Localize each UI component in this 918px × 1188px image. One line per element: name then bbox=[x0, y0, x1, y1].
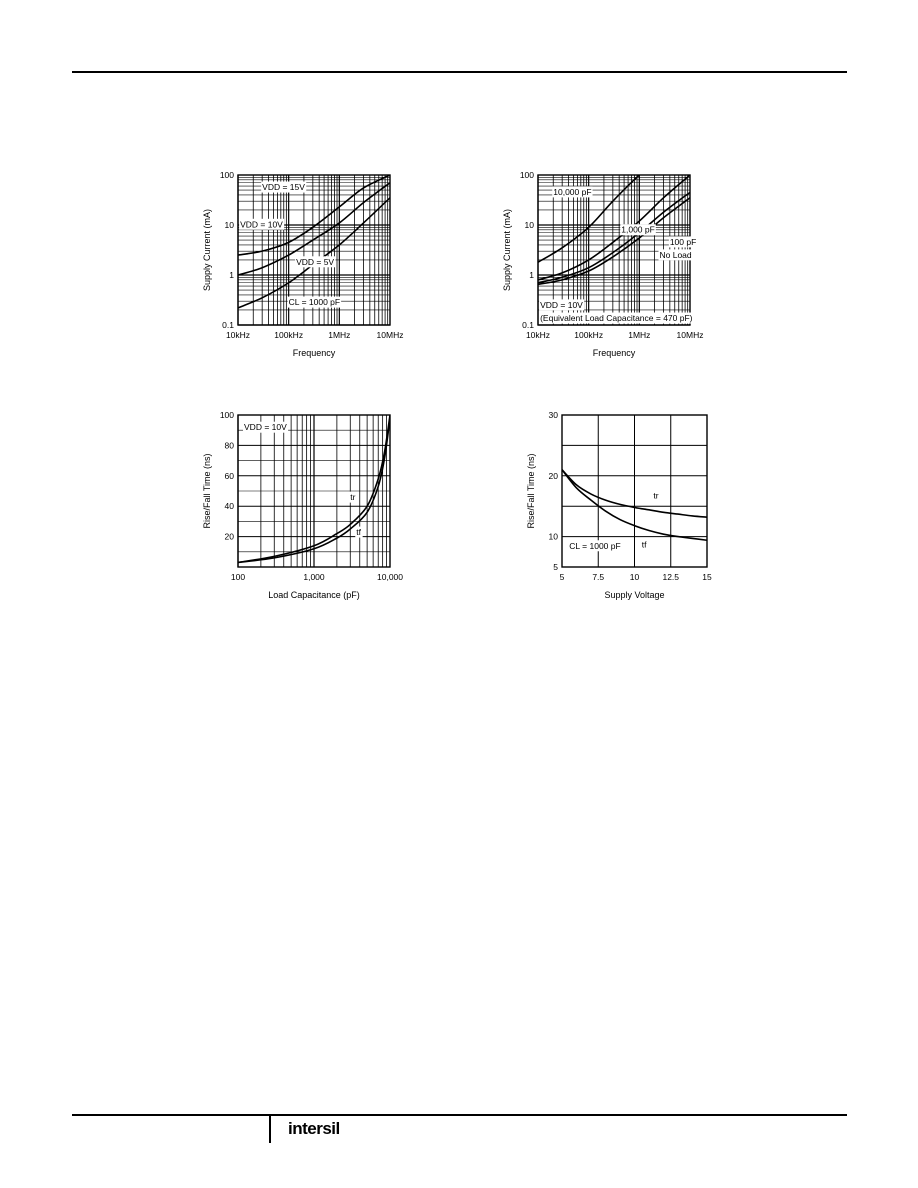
x-tick-label: 10kHz bbox=[525, 330, 551, 340]
y-tick-label: 100 bbox=[219, 410, 234, 420]
y-tick-label: 80 bbox=[224, 440, 234, 451]
y-tick-label: 0.1 bbox=[222, 320, 234, 330]
annotation: tr bbox=[653, 490, 659, 501]
x-tick-label: 5 bbox=[559, 572, 565, 582]
x-tick-label: 10MHz bbox=[676, 330, 704, 340]
y-axis-label: Rise/Fall Time (ns) bbox=[526, 453, 536, 529]
chart-rise-fall-time-vs-load-capacitance bbox=[180, 405, 420, 610]
grid bbox=[238, 415, 390, 567]
y-tick-label: 20 bbox=[548, 470, 558, 481]
series-line-vdd-15v bbox=[238, 175, 390, 255]
series-line-100-pf bbox=[538, 192, 690, 282]
x-tick-label: 1,000 bbox=[303, 572, 325, 582]
annotation: 100 pF bbox=[669, 236, 697, 247]
x-tick-label: 7.5 bbox=[592, 572, 605, 582]
x-tick-label: 10 bbox=[629, 572, 640, 582]
x-tick-label: 100 bbox=[230, 572, 246, 582]
annotation: 10,000 pF bbox=[553, 186, 592, 197]
x-axis-label: Load Capacitance (pF) bbox=[268, 590, 360, 600]
x-axis-label: Supply Voltage bbox=[604, 590, 665, 600]
chart-rise-fall-time-vs-supply-voltage bbox=[500, 405, 730, 610]
y-tick-label: 10 bbox=[524, 220, 534, 230]
y-tick-label: 1 bbox=[529, 270, 534, 280]
y-tick-label: 10 bbox=[224, 220, 234, 230]
y-tick-label: 0.1 bbox=[522, 320, 534, 330]
annotation: tf bbox=[356, 527, 362, 538]
y-tick-label: 1 bbox=[229, 270, 234, 280]
y-axis-label: Supply Current (mA) bbox=[202, 208, 212, 292]
x-tick-label: 100kHz bbox=[574, 330, 604, 340]
x-tick-label: 10,000 bbox=[377, 572, 403, 582]
x-axis-label: Frequency bbox=[292, 348, 336, 358]
y-tick-label: 100 bbox=[219, 170, 234, 180]
y-tick-label: 5 bbox=[553, 562, 558, 572]
x-tick-label: 12.5 bbox=[662, 572, 680, 582]
annotation: tr bbox=[350, 492, 356, 503]
x-tick-label: 10MHz bbox=[376, 330, 404, 340]
annotation: VDD = 5V bbox=[296, 256, 335, 267]
annotation: (Equivalent Load Capacitance = 470 pF) bbox=[540, 313, 693, 324]
y-tick-label: 40 bbox=[224, 501, 234, 512]
y-tick-label: 60 bbox=[224, 470, 234, 481]
y-axis-label: Rise/Fall Time (ns) bbox=[202, 453, 212, 529]
x-tick-label: 15 bbox=[702, 572, 712, 582]
y-axis-label: Supply Current (mA) bbox=[502, 208, 512, 292]
x-tick-label: 10kHz bbox=[225, 330, 251, 340]
footer-rule bbox=[72, 1114, 847, 1116]
series-line-vdd-5v bbox=[238, 198, 390, 308]
footer-divider bbox=[269, 1116, 271, 1143]
annotation: VDD = 10V bbox=[240, 219, 283, 230]
y-tick-label: 30 bbox=[548, 410, 558, 420]
intersil-logo: intersil bbox=[288, 1119, 340, 1138]
header-rule bbox=[72, 71, 847, 73]
x-tick-label: 1MHz bbox=[328, 330, 351, 340]
x-tick-label: 1MHz bbox=[628, 330, 651, 340]
annotation: VDD = 10V bbox=[244, 422, 287, 433]
y-tick-label: 100 bbox=[519, 170, 534, 180]
annotation: 1,000 pF bbox=[621, 224, 655, 235]
annotation: No Load bbox=[659, 249, 692, 260]
annotation: VDD = 10V bbox=[540, 299, 583, 310]
annotation: CL = 1000 pF bbox=[288, 297, 341, 308]
chart-supply-current-vs-frequency bbox=[180, 165, 420, 375]
annotation: CL = 1000 pF bbox=[569, 540, 621, 551]
y-tick-label: 10 bbox=[548, 531, 558, 542]
x-axis-label: Frequency bbox=[592, 348, 636, 358]
annotation: tf bbox=[641, 539, 647, 550]
y-tick-label: 20 bbox=[224, 531, 234, 542]
x-tick-label: 100kHz bbox=[274, 330, 304, 340]
chart-supply-current-vs-frequency-load bbox=[482, 165, 722, 375]
annotation: VDD = 15V bbox=[262, 182, 305, 193]
